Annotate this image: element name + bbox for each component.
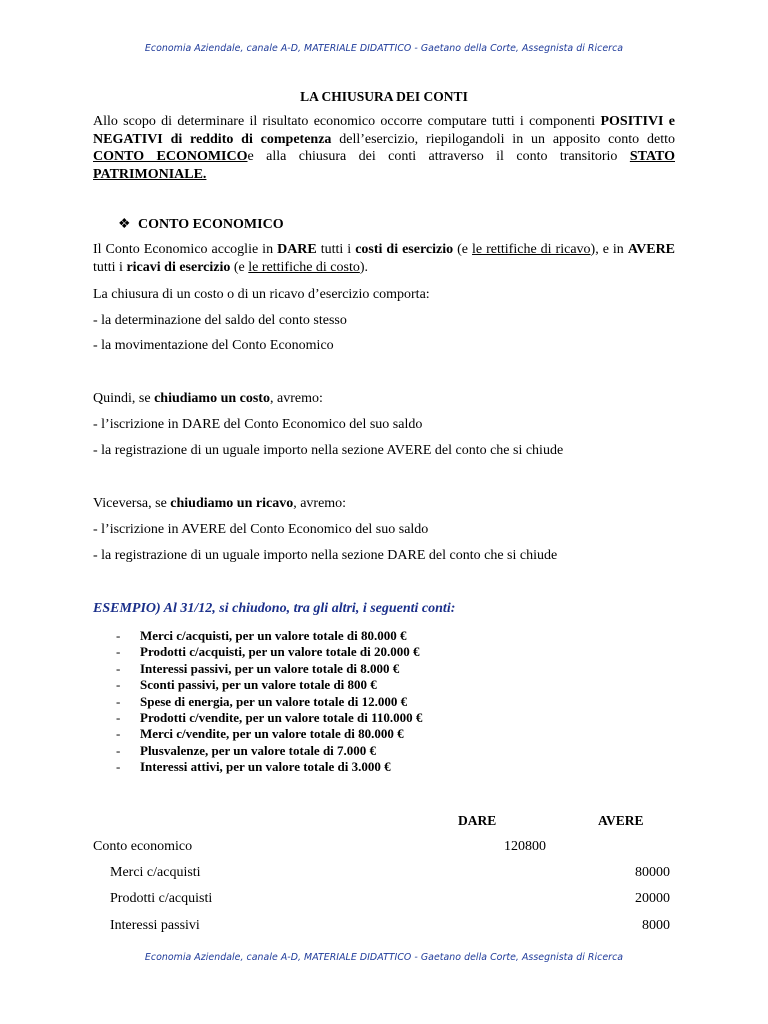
list-item-text: Spese di energia, per un valore totale di 12.000 € xyxy=(140,693,408,709)
ce-text-4: ), e in xyxy=(590,242,628,257)
revenue-close-item-1: - l’iscrizione in AVERE del Conto Economico del suo saldo xyxy=(93,522,429,537)
cost-close-item-2: - la registrazione di un uguale importo nella sezione AVERE del conto che si chiude xyxy=(93,443,564,458)
list-item xyxy=(116,694,422,710)
revenue-close-item-2: - la registrazione di un uguale importo nella sezione DARE del conto che si chiude xyxy=(93,548,558,563)
intro-conto-economico: CONTO ECONOMICO xyxy=(93,149,248,164)
table-row-label: Prodotti c/acquisti xyxy=(110,891,213,906)
ce-rettifiche-costo: le rettifiche di costo xyxy=(248,259,360,275)
ce-rettifiche-ricavo: le rettifiche di ricavo xyxy=(472,242,591,257)
dash-bullet: - xyxy=(116,644,121,660)
ce-text-6: (e xyxy=(230,259,249,275)
list-item xyxy=(116,743,422,759)
table-row-label: Merci c/acquisti xyxy=(110,865,201,880)
ce-text-2: tutti i xyxy=(316,242,356,257)
ce-costi-esercizio: costi di esercizio xyxy=(355,242,454,257)
dash-bullet: - xyxy=(116,660,121,676)
example-list xyxy=(116,628,422,776)
intro-text-2: dell’esercizio, riepilogandoli in un apposito conto detto xyxy=(331,131,675,147)
intro-text-3: e alla chiusura dei conti attraverso il conto transitorio xyxy=(247,149,630,164)
list-item xyxy=(116,710,422,726)
list-item xyxy=(116,644,422,660)
dash-bullet: - xyxy=(116,709,121,725)
ce-ricavi-esercizio: ricavi di esercizio xyxy=(126,259,231,275)
dash-bullet: - xyxy=(116,628,121,643)
page-header: Economia Aziendale, canale A-D, MATERIALE DIDATTICO - Gaetano della Corte, Assegnista di Ricerca xyxy=(144,43,624,54)
dash-bullet: - xyxy=(116,693,121,709)
dash-bullet: - xyxy=(116,726,121,742)
list-item xyxy=(116,677,422,693)
cost-close-text-2: , avremo: xyxy=(269,391,323,406)
example-heading: ESEMPIO) Al 31/12, si chiudono, tra gli altri, i seguenti conti: xyxy=(93,601,456,616)
list-item-text: Sconti passivi, per un valore totale di 800 € xyxy=(140,677,377,693)
diamond-bullet-icon: ❖ xyxy=(118,217,131,232)
table-row-dare: 120800 xyxy=(504,839,546,854)
revenue-close-bold: chiudiamo un ricavo xyxy=(170,496,294,511)
list-item xyxy=(116,628,422,644)
cost-close-intro xyxy=(93,390,323,407)
table-row-avere: 20000 xyxy=(635,891,670,906)
list-item-text: Merci c/acquisti, per un valore totale di 80.000 € xyxy=(140,628,407,643)
list-item xyxy=(116,726,422,742)
list-item xyxy=(116,759,422,775)
conto-economico-paragraph xyxy=(93,241,675,276)
dash-bullet: - xyxy=(116,742,121,758)
dash-bullet: - xyxy=(116,759,121,775)
closure-intro: La chiusura di un costo o di un ricavo d’esercizio comporta: xyxy=(93,287,430,302)
section-heading xyxy=(118,216,284,233)
page-title: LA CHIUSURA DEI CONTI xyxy=(300,89,468,104)
table-row-label: Conto economico xyxy=(93,839,193,854)
ce-dare: DARE xyxy=(277,242,317,257)
list-item-text: Prodotti c/vendite, per un valore totale di 110.000 € xyxy=(140,709,423,725)
cost-close-text-1: Quindi, se xyxy=(93,391,155,406)
intro-stato-patrimoniale: STATO PATRIMONIALE. xyxy=(93,149,675,182)
table-row-avere: 8000 xyxy=(642,918,670,933)
cost-close-bold: chiudiamo un costo xyxy=(154,391,270,406)
revenue-close-text-1: Viceversa, se xyxy=(93,496,171,511)
page-footer: Economia Aziendale, canale A-D, MATERIALE DIDATTICO - Gaetano della Corte, Assegnista di Ricerca xyxy=(144,952,624,963)
list-item-text: Plusvalenze, per un valore totale di 7.000 € xyxy=(140,742,377,758)
table-row-avere: 80000 xyxy=(635,865,670,880)
ce-text-1: Il Conto Economico accoglie in xyxy=(93,242,278,257)
avere-column-header: AVERE xyxy=(598,813,644,828)
ce-avere: AVERE xyxy=(627,242,676,257)
intro-text-1: Allo scopo di determinare il risultato economico occorre computare tutti i componenti xyxy=(93,114,601,129)
ce-text-3: (e xyxy=(453,242,473,257)
ce-text-5: tutti i xyxy=(93,259,127,275)
closure-item-1: - la determinazione del saldo del conto stesso xyxy=(93,313,347,328)
ce-text-7: ). xyxy=(359,259,369,275)
cost-close-item-1: - l’iscrizione in DARE del Conto Economico del suo saldo xyxy=(93,417,423,432)
list-item-text: Prodotti c/acquisti, per un valore totale di 20.000 € xyxy=(140,644,420,660)
list-item xyxy=(116,661,422,677)
intro-bold-positivi-negativi: POSITIVI e NEGATIVI di reddito di competenza xyxy=(93,114,676,147)
list-item-text: Interessi passivi, per un valore totale di 8.000 € xyxy=(140,660,400,676)
dare-column-header: DARE xyxy=(458,813,497,828)
dash-bullet: - xyxy=(116,677,121,693)
revenue-close-intro xyxy=(93,495,346,512)
intro-paragraph xyxy=(93,113,675,183)
list-item-text: Interessi attivi, per un valore totale di 3.000 € xyxy=(140,759,391,775)
list-item-text: Merci c/vendite, per un valore totale di 80.000 € xyxy=(140,726,404,742)
closure-item-2: - la movimentazione del Conto Economico xyxy=(93,338,334,353)
revenue-close-text-2: , avremo: xyxy=(293,496,347,511)
section-title: CONTO ECONOMICO xyxy=(138,217,284,232)
table-row-label: Interessi passivi xyxy=(110,918,200,933)
